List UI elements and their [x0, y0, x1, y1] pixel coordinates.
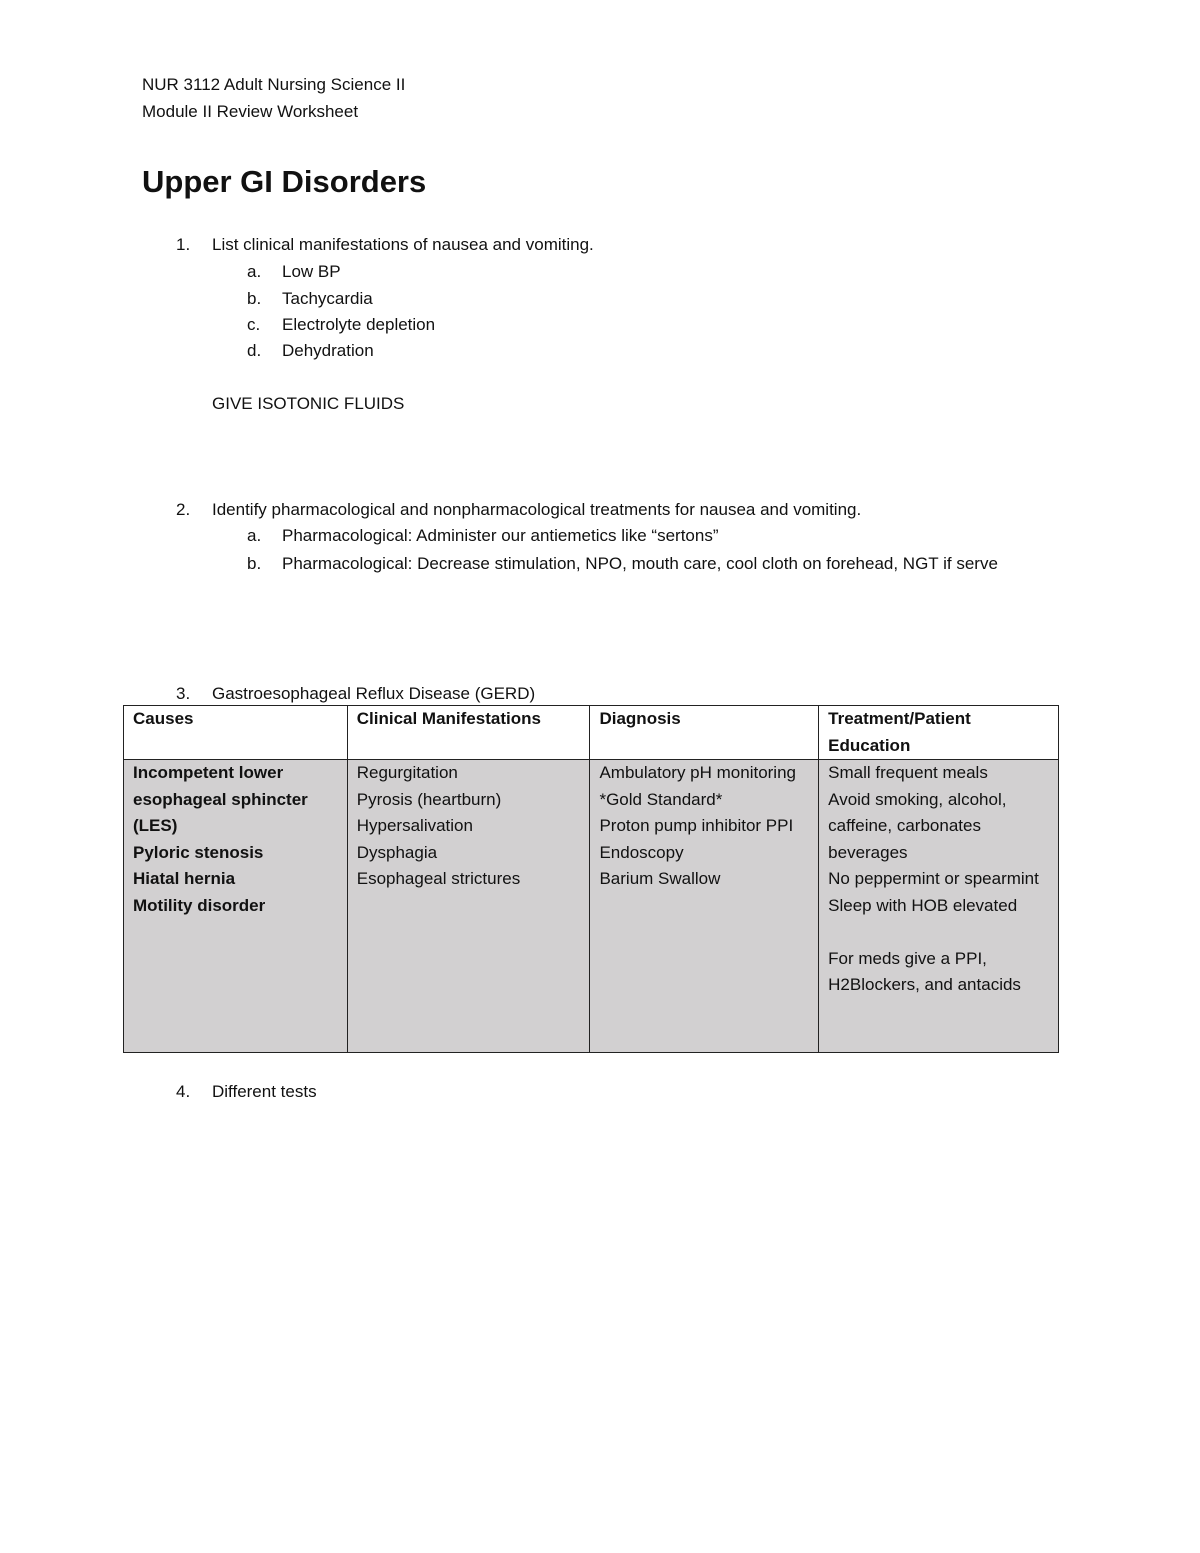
question-3 — [176, 683, 535, 705]
list-letter: a. — [247, 262, 262, 281]
treatment-meds-item: For meds give a PPI, H2Blockers, and antacids — [828, 948, 1021, 994]
diagnosis-item: Barium Swallow — [599, 869, 721, 888]
list-text: Low BP — [282, 262, 341, 281]
question-number: 4. — [176, 1082, 191, 1101]
causes-cell — [124, 760, 348, 1053]
question-number: 1. — [176, 235, 191, 254]
list-text: Pharmacological: Decrease stimulation, NPO, mouth care, cool cloth on forehead, NGT if serve — [282, 554, 998, 573]
question-text: Gastroesophageal Reflux Disease (GERD) — [212, 684, 536, 703]
page-title: Upper GI Disorders — [142, 164, 427, 199]
header-causes: Causes — [124, 706, 348, 760]
list-text: Dehydration — [282, 341, 374, 360]
list-text: Pharmacological: Administer our antiemetics like “sertons” — [282, 526, 719, 545]
spacer — [828, 919, 1049, 946]
question-2 — [176, 499, 861, 521]
manifestation-item: Dysphagia — [356, 842, 438, 862]
treatment-item: No peppermint or spearmint — [828, 869, 1039, 888]
gerd-table — [123, 705, 1059, 1053]
question-number: 2. — [176, 500, 191, 519]
header-diagnosis: Diagnosis — [590, 706, 819, 760]
cause-item: Pyloric stenosis — [133, 842, 264, 862]
manifestations-cell — [347, 760, 590, 1053]
course-title: NUR 3112 Adult Nursing Science II — [142, 75, 406, 94]
header-clinical-manifestations: Clinical Manifestations — [347, 706, 590, 760]
treatment-item: Sleep with HOB elevated — [828, 895, 1018, 915]
list-letter: b. — [247, 289, 262, 308]
question-text: List clinical manifestations of nausea and vomiting. — [212, 235, 594, 254]
question-4 — [176, 1081, 317, 1103]
manifestation-item: Regurgitation — [356, 763, 458, 782]
list-text: Tachycardia — [282, 289, 373, 308]
list-letter: a. — [247, 526, 262, 545]
manifestation-item: Pyrosis (heartburn) — [356, 789, 502, 809]
manifestation-item: Hypersalivation — [356, 816, 473, 835]
treatment-item: Small frequent meals — [828, 763, 988, 782]
manifestation-item: Esophageal strictures — [356, 869, 521, 888]
table-header-row — [124, 706, 1059, 760]
cause-item: Incompetent lower esophageal sphincter (LES) — [133, 763, 308, 835]
question-text: Different tests — [212, 1082, 317, 1101]
question-1 — [176, 234, 594, 256]
table-row — [124, 760, 1059, 1053]
list-letter: b. — [247, 554, 262, 573]
worksheet-title: Module II Review Worksheet — [142, 102, 359, 121]
treatment-item: Avoid smoking, alcohol, caffeine, carbonates beverages — [828, 789, 1007, 862]
list-text: Electrolyte depletion — [282, 315, 436, 334]
diagnosis-item: Ambulatory pH monitoring *Gold Standard* — [599, 763, 796, 809]
cause-item: Motility disorder — [133, 895, 266, 915]
diagnosis-item: Endoscopy — [599, 842, 684, 862]
isotonic-fluids-note: GIVE ISOTONIC FLUIDS — [212, 394, 405, 413]
diagnosis-item: Proton pump inhibitor PPI — [599, 816, 794, 835]
cause-item: Hiatal hernia — [133, 869, 236, 888]
treatment-cell — [819, 760, 1059, 1053]
list-letter: c. — [247, 315, 261, 334]
question-text: Identify pharmacological and nonpharmacological treatments for nausea and vomiting. — [212, 500, 862, 519]
list-letter: d. — [247, 341, 262, 360]
header-treatment-patient-education: Treatment/Patient Education — [819, 706, 1059, 760]
question-number: 3. — [176, 684, 191, 703]
diagnosis-cell — [590, 760, 819, 1053]
